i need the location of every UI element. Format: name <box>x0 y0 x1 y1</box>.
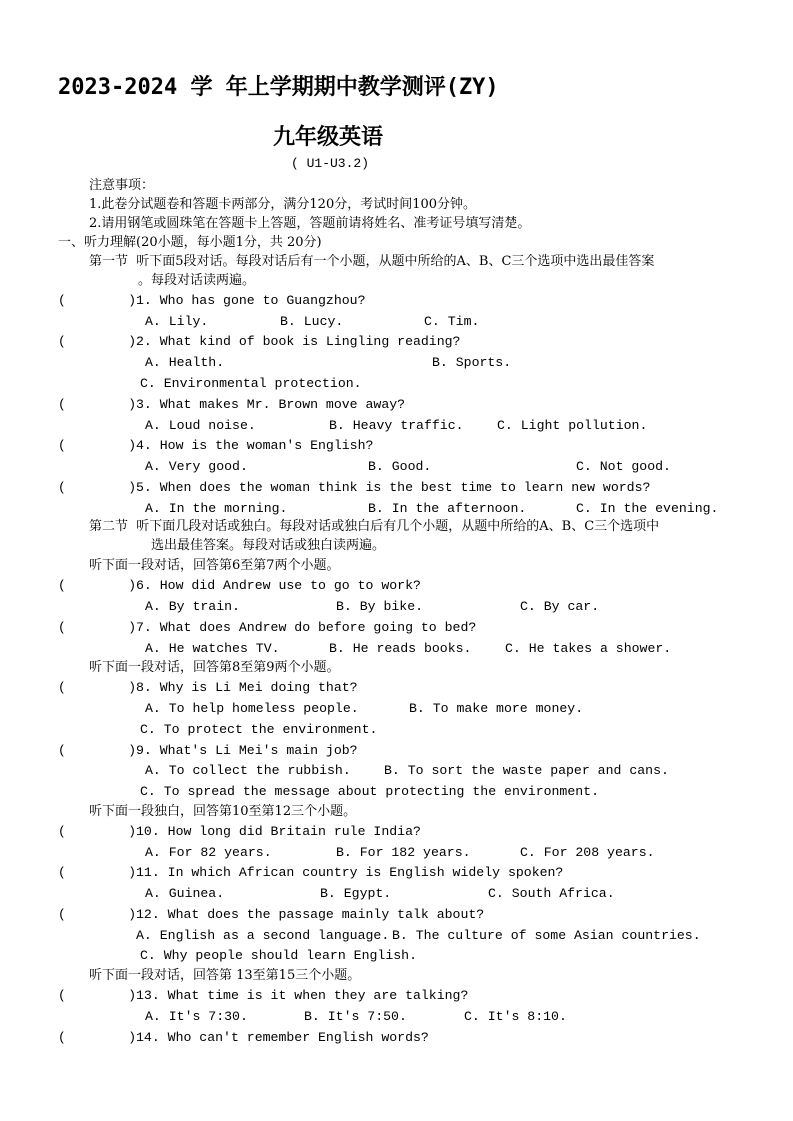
question-text: 1. Who has gone to Guangzhou? <box>136 293 366 308</box>
option-b: B. By bike. <box>336 599 424 614</box>
question-text: 14. Who can't remember English words? <box>136 1030 429 1045</box>
question-text: 7. What does Andrew do before going to bed? <box>136 620 477 635</box>
option-c: C. South Africa. <box>488 886 615 901</box>
answer-blank[interactable]: ( ) <box>58 743 137 758</box>
part2-instruction-line2: 选出最佳答案。每段对话或独白读两遍。 <box>151 538 386 553</box>
option-c: C. Not good. <box>576 459 671 474</box>
question-text: 8. Why is Li Mei doing that? <box>136 680 358 695</box>
monologue-instruction: 听下面一段独白，回答第10至第12三个小题。 <box>89 804 357 819</box>
answer-blank[interactable]: ( ) <box>58 620 137 635</box>
option-a: A. To help homeless people. <box>145 701 359 716</box>
question-text: 11. In which African country is English widely spoken? <box>136 865 564 880</box>
option-a: A. English as a second language. <box>136 928 390 943</box>
part1-instruction-line1: 第一节 听下面5段对话。每段对话后有一个小题，从题中所给的A、B、C三个选项中选出最佳答案 <box>89 254 655 269</box>
option-b: B. For 182 years. <box>336 845 471 860</box>
answer-blank[interactable]: ( ) <box>58 480 137 495</box>
option-b: B. To sort the waste paper and cans. <box>384 763 669 778</box>
option-c: C. It's 8:10. <box>464 1009 567 1024</box>
option-a: A. By train. <box>145 599 240 614</box>
answer-blank[interactable]: ( ) <box>58 578 137 593</box>
answer-blank[interactable]: ( ) <box>58 438 137 453</box>
option-a: A. To collect the rubbish. <box>145 763 351 778</box>
option-a: A. In the morning. <box>145 501 288 516</box>
question-text: 4. How is the woman's English? <box>136 438 374 453</box>
option-c: C. Environmental protection. <box>140 376 362 391</box>
answer-blank[interactable]: ( ) <box>58 1030 137 1045</box>
option-b: B. Lucy. <box>280 314 344 329</box>
question-text: 6. How did Andrew use to go to work? <box>136 578 421 593</box>
question-text: 2. What kind of book is Lingling reading? <box>136 334 461 349</box>
option-b: B. Sports. <box>432 355 512 370</box>
option-a: A. For 82 years. <box>145 845 272 860</box>
dialogue-instruction: 听下面一段对话，回答第 13至第15三个小题。 <box>89 968 361 983</box>
notes-heading: 注意事项： <box>89 178 155 193</box>
unit-range: ( U1-U3.2) <box>291 156 370 171</box>
option-c: C. For 208 years. <box>520 845 655 860</box>
part2-instruction-line1: 第二节 听下面几段对话或独白。每段对话或独白后有几个小题，从题中所给的A、B、C三个选项中 <box>89 519 660 534</box>
option-c: C. Why people should learn English. <box>140 948 417 963</box>
option-c: C. Tim. <box>424 314 480 329</box>
option-b: B. To make more money. <box>409 701 584 716</box>
option-a: A. Health. <box>145 355 225 370</box>
question-text: 5. When does the woman think is the best time to learn new words? <box>136 480 651 495</box>
exam-title: 2023-2024 学 年上学期期中教学测评(ZY) <box>58 75 499 100</box>
option-a: A. It's 7:30. <box>145 1009 248 1024</box>
question-text: 9. What's Li Mei's main job? <box>136 743 358 758</box>
option-c: C. Light pollution. <box>497 418 648 433</box>
option-a: A. Loud noise. <box>145 418 256 433</box>
dialogue-instruction: 听下面一段对话，回答第8至第9两个小题。 <box>89 660 340 675</box>
option-a: A. Very good. <box>145 459 248 474</box>
option-b: B. It's 7:50. <box>304 1009 407 1024</box>
part1-instruction-line2: 。每段对话读两遍。 <box>138 273 256 288</box>
dialogue-instruction: 听下面一段对话，回答第6至第7两个小题。 <box>89 558 340 573</box>
option-c: C. In the evening. <box>576 501 719 516</box>
option-c: C. He takes a shower. <box>505 641 672 656</box>
option-b: B. The culture of some Asian countries. <box>392 928 701 943</box>
answer-blank[interactable]: ( ) <box>58 397 137 412</box>
option-a: A. Guinea. <box>145 886 225 901</box>
question-text: 3. What makes Mr. Brown move away? <box>136 397 406 412</box>
answer-blank[interactable]: ( ) <box>58 988 137 1003</box>
answer-blank[interactable]: ( ) <box>58 824 137 839</box>
exam-subtitle: 九年级英语 <box>273 124 384 150</box>
answer-blank[interactable]: ( ) <box>58 680 137 695</box>
question-text: 10. How long did Britain rule India? <box>136 824 421 839</box>
answer-blank[interactable]: ( ) <box>58 907 137 922</box>
option-b: B. Good. <box>368 459 432 474</box>
note-item-1: 1.此卷分试题卷和答题卡两部分，满分120分，考试时间100分钟。 <box>89 197 477 212</box>
option-a: A. He watches TV. <box>145 641 280 656</box>
option-b: B. He reads books. <box>329 641 472 656</box>
answer-blank[interactable]: ( ) <box>58 334 137 349</box>
question-text: 12. What does the passage mainly talk about? <box>136 907 485 922</box>
question-text: 13. What time is it when they are talking? <box>136 988 469 1003</box>
note-item-2: 2.请用钢笔或圆珠笔在答题卡上答题，答题前请将姓名、准考证号填写清楚。 <box>89 216 531 231</box>
answer-blank[interactable]: ( ) <box>58 865 137 880</box>
option-b: B. In the afternoon. <box>368 501 527 516</box>
option-b: B. Heavy traffic. <box>329 418 464 433</box>
option-c: C. By car. <box>520 599 600 614</box>
option-c: C. To spread the message about protecting the environment. <box>140 784 599 799</box>
option-b: B. Egypt. <box>320 886 392 901</box>
section-title: 一、听力理解(20小题，每小题1分，共 20分) <box>58 235 322 250</box>
answer-blank[interactable]: ( ) <box>58 293 137 308</box>
option-c: C. To protect the environment. <box>140 722 378 737</box>
option-a: A. Lily. <box>145 314 209 329</box>
